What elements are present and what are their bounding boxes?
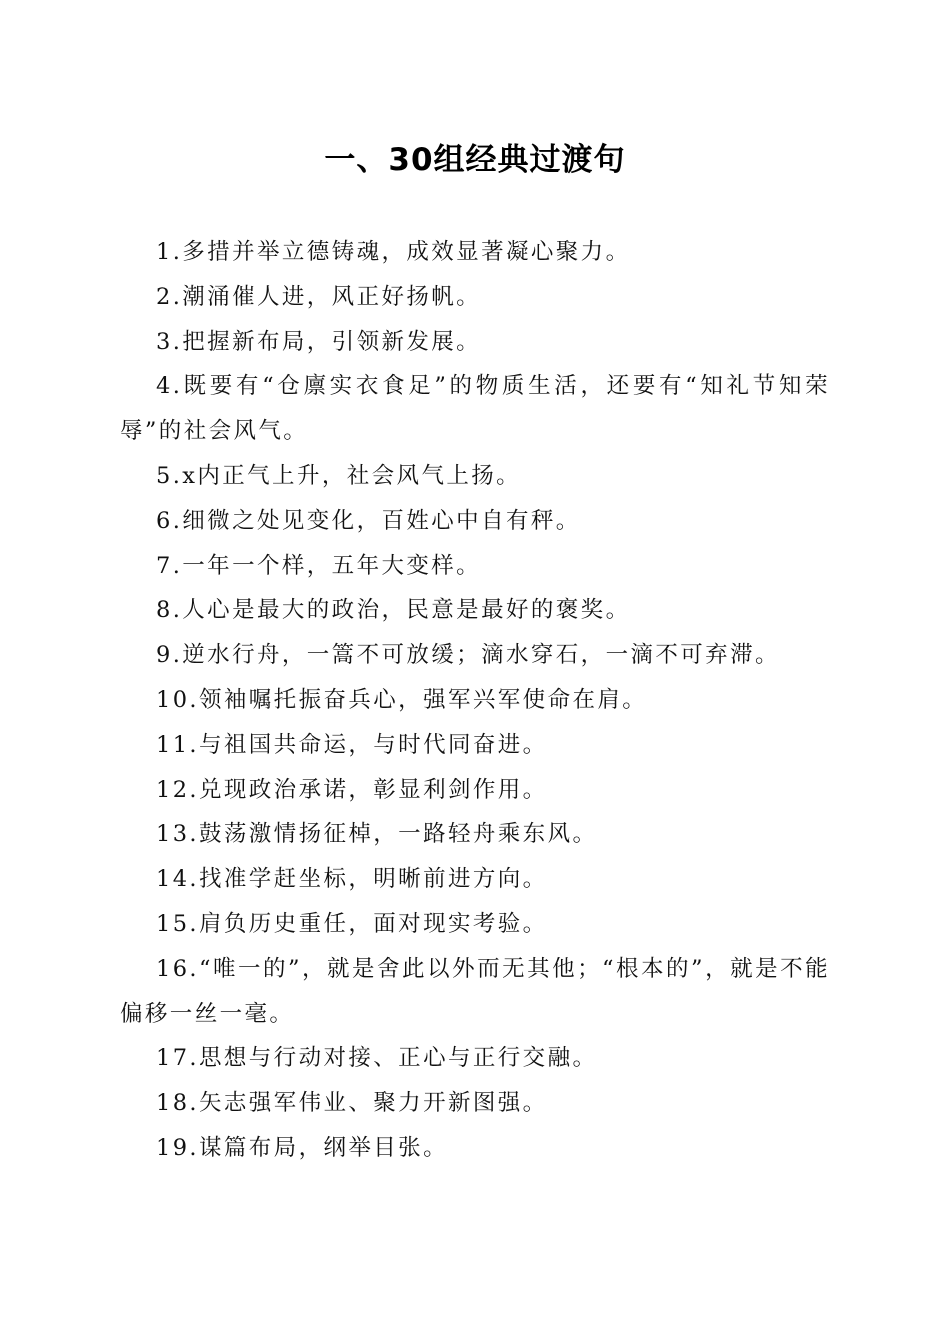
list-item: 3.把握新布局，引领新发展。 [156, 328, 482, 355]
document-body [120, 230, 830, 1171]
list-item: 13.鼓荡激情扬征棹，一路轻舟乘东风。 [156, 821, 598, 848]
list-item: 5.x内正气上升，社会风气上扬。 [156, 462, 522, 489]
list-item: 1.多措并举立德铸魂，成效显著凝心聚力。 [156, 239, 631, 265]
list-item: 12.兑现政治承诺，彰显利剑作用。 [156, 776, 548, 803]
list-item: 18.矢志强军伟业、聚力开新图强。 [156, 1090, 548, 1117]
list-item: 14.找准学赶坐标，明晰前进方向。 [156, 866, 548, 893]
list-item: 17.思想与行动对接、正心与正行交融。 [156, 1045, 598, 1072]
list-item: 19.谋篇布局，纲举目张。 [156, 1134, 448, 1161]
document-title: 一、30组经典过渡句 [324, 142, 626, 178]
list-item: 2.潮涌催人进，风正好扬帆。 [156, 283, 482, 310]
list-item: 10.领袖嘱托振奋兵心，强军兴军使命在肩。 [156, 686, 648, 713]
list-item: 9.逆水行舟，一篙不可放缓；滴水穿石，一滴不可弃滞。 [156, 642, 780, 669]
list-item: 11.与祖国共命运，与时代同奋进。 [156, 731, 548, 758]
list-item: 8.人心是最大的政治，民意是最好的褒奖。 [156, 597, 631, 624]
list-item: 15.肩负历史重任，面对现实考验。 [156, 910, 548, 937]
list-item: 4.既要有“仓廪实衣食足”的物质生活，还要有“知礼节知荣辱”的社会风气。 [120, 373, 830, 445]
list-item: 6.细微之处见变化，百姓心中自有秤。 [156, 507, 581, 534]
list-item: 7.一年一个样，五年大变样。 [156, 552, 482, 579]
list-item: 16.“唯一的”，就是舍此以外而无其他；“根本的”，就是不能偏移一丝一毫。 [120, 955, 830, 1027]
